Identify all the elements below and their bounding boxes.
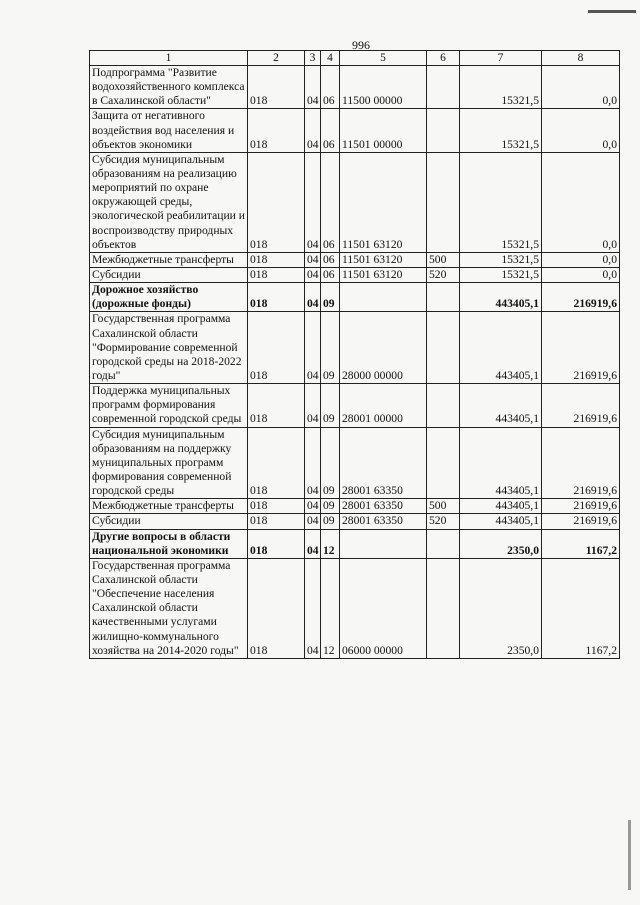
section-cell: 04 [305,267,321,282]
sum-approved-cell: 15321,5 [460,109,542,152]
sum-approved-cell: 15321,5 [460,66,542,109]
sum-approved-cell: 443405,1 [460,384,542,427]
sum-executed-cell: 0,0 [542,152,620,252]
row-name-cell: Субсидии [90,267,248,282]
table-row [90,66,620,109]
sum-approved-cell: 443405,1 [460,514,542,529]
table-row [90,558,620,658]
expense-type-cell [427,152,460,252]
grbs-cell: 018 [248,499,305,514]
budget-table [89,50,620,659]
subsection-cell: 09 [321,427,340,499]
sum-approved-cell: 15321,5 [460,267,542,282]
table-row [90,109,620,152]
expense-type-cell [427,109,460,152]
table-row [90,283,620,312]
row-name-cell: Межбюджетные трансферты [90,499,248,514]
section-cell: 04 [305,283,321,312]
grbs-cell: 018 [248,427,305,499]
row-name-cell: Субсидия муниципальным образованиям на реализацию мероприятий по охране окружающей среды, экологической реабилитации и воспроизводству природных объектов [90,152,248,252]
section-cell: 04 [305,152,321,252]
target-article-cell: 28001 00000 [340,384,427,427]
section-cell: 04 [305,427,321,499]
section-cell: 04 [305,558,321,658]
sum-executed-cell: 1167,2 [542,529,620,558]
column-header: 3 [305,51,321,66]
grbs-cell: 018 [248,252,305,267]
section-cell: 04 [305,66,321,109]
expense-type-cell [427,529,460,558]
subsection-cell: 06 [321,66,340,109]
target-article-cell: 11501 63120 [340,152,427,252]
subsection-cell: 06 [321,109,340,152]
scan-corner-mark [588,10,636,13]
row-name-cell: Подпрограмма "Развитие водохозяйственного комплекса в Сахалинской области" [90,66,248,109]
sum-approved-cell: 443405,1 [460,427,542,499]
subsection-cell: 09 [321,283,340,312]
sum-executed-cell: 0,0 [542,252,620,267]
subsection-cell: 12 [321,529,340,558]
grbs-cell: 018 [248,66,305,109]
column-header: 6 [427,51,460,66]
target-article-cell: 28000 00000 [340,312,427,384]
expense-type-cell: 520 [427,514,460,529]
grbs-cell: 018 [248,267,305,282]
section-cell: 04 [305,499,321,514]
table-row [90,514,620,529]
column-header: 8 [542,51,620,66]
sum-approved-cell: 2350,0 [460,529,542,558]
sum-executed-cell: 216919,6 [542,514,620,529]
column-header: 7 [460,51,542,66]
table-row [90,312,620,384]
section-cell: 04 [305,312,321,384]
row-name-cell: Государственная программа Сахалинской области "Формирование современной городской среды на 2018-2022 годы" [90,312,248,384]
section-cell: 04 [305,252,321,267]
section-cell: 04 [305,384,321,427]
row-name-cell: Государственная программа Сахалинской области "Обеспечение населения Сахалинской области качественными услугами жилищно-коммунального хозяйства на 2014-2020 годы" [90,558,248,658]
grbs-cell: 018 [248,514,305,529]
subsection-cell: 09 [321,312,340,384]
table-row [90,252,620,267]
grbs-cell: 018 [248,109,305,152]
target-article-cell [340,529,427,558]
target-article-cell: 28001 63350 [340,499,427,514]
scan-edge-mark [628,820,631,890]
grbs-cell: 018 [248,312,305,384]
target-article-cell: 28001 63350 [340,514,427,529]
subsection-cell: 09 [321,499,340,514]
row-name-cell: Дорожное хозяйство (дорожные фонды) [90,283,248,312]
table-row [90,499,620,514]
subsection-cell: 06 [321,267,340,282]
expense-type-cell: 500 [427,252,460,267]
sum-approved-cell: 15321,5 [460,152,542,252]
sum-executed-cell: 216919,6 [542,384,620,427]
subsection-cell: 12 [321,558,340,658]
expense-type-cell [427,558,460,658]
page-number: 996 [352,38,370,52]
sum-approved-cell: 2350,0 [460,558,542,658]
sum-executed-cell: 1167,2 [542,558,620,658]
expense-type-cell [427,66,460,109]
table-row [90,529,620,558]
table-row [90,267,620,282]
target-article-cell: 06000 00000 [340,558,427,658]
grbs-cell: 018 [248,529,305,558]
column-header: 4 [321,51,340,66]
table-row [90,427,620,499]
subsection-cell: 09 [321,384,340,427]
row-name-cell: Субсидии [90,514,248,529]
row-name-cell: Поддержка муниципальных программ формирования современной городской среды [90,384,248,427]
sum-approved-cell: 15321,5 [460,252,542,267]
subsection-cell: 06 [321,152,340,252]
expense-type-cell [427,283,460,312]
row-name-cell: Защита от негативного воздействия вод населения и объектов экономики [90,109,248,152]
sum-executed-cell: 216919,6 [542,283,620,312]
grbs-cell: 018 [248,283,305,312]
table-body [90,66,620,659]
grbs-cell: 018 [248,152,305,252]
target-article-cell: 11500 00000 [340,66,427,109]
section-cell: 04 [305,109,321,152]
section-cell: 04 [305,529,321,558]
subsection-cell: 06 [321,252,340,267]
target-article-cell [340,283,427,312]
header-row [90,51,620,66]
column-header: 2 [248,51,305,66]
section-cell: 04 [305,514,321,529]
target-article-cell: 11501 63120 [340,267,427,282]
row-name-cell: Другие вопросы в области национальной экономики [90,529,248,558]
sum-executed-cell: 0,0 [542,109,620,152]
expense-type-cell [427,427,460,499]
row-name-cell: Межбюджетные трансферты [90,252,248,267]
expense-type-cell: 520 [427,267,460,282]
sum-approved-cell: 443405,1 [460,283,542,312]
row-name-cell: Субсидия муниципальным образованиям на поддержку муниципальных программ формирования современной городской среды [90,427,248,499]
expense-type-cell: 500 [427,499,460,514]
target-article-cell: 28001 63350 [340,427,427,499]
table-row [90,384,620,427]
sum-executed-cell: 0,0 [542,267,620,282]
sum-executed-cell: 0,0 [542,66,620,109]
subsection-cell: 09 [321,514,340,529]
sum-executed-cell: 216919,6 [542,312,620,384]
column-header: 5 [340,51,427,66]
target-article-cell: 11501 63120 [340,252,427,267]
sum-approved-cell: 443405,1 [460,499,542,514]
table-row [90,152,620,252]
sum-executed-cell: 216919,6 [542,499,620,514]
expense-type-cell [427,312,460,384]
grbs-cell: 018 [248,558,305,658]
column-header: 1 [90,51,248,66]
sum-executed-cell: 216919,6 [542,427,620,499]
expense-type-cell [427,384,460,427]
target-article-cell: 11501 00000 [340,109,427,152]
sum-approved-cell: 443405,1 [460,312,542,384]
grbs-cell: 018 [248,384,305,427]
